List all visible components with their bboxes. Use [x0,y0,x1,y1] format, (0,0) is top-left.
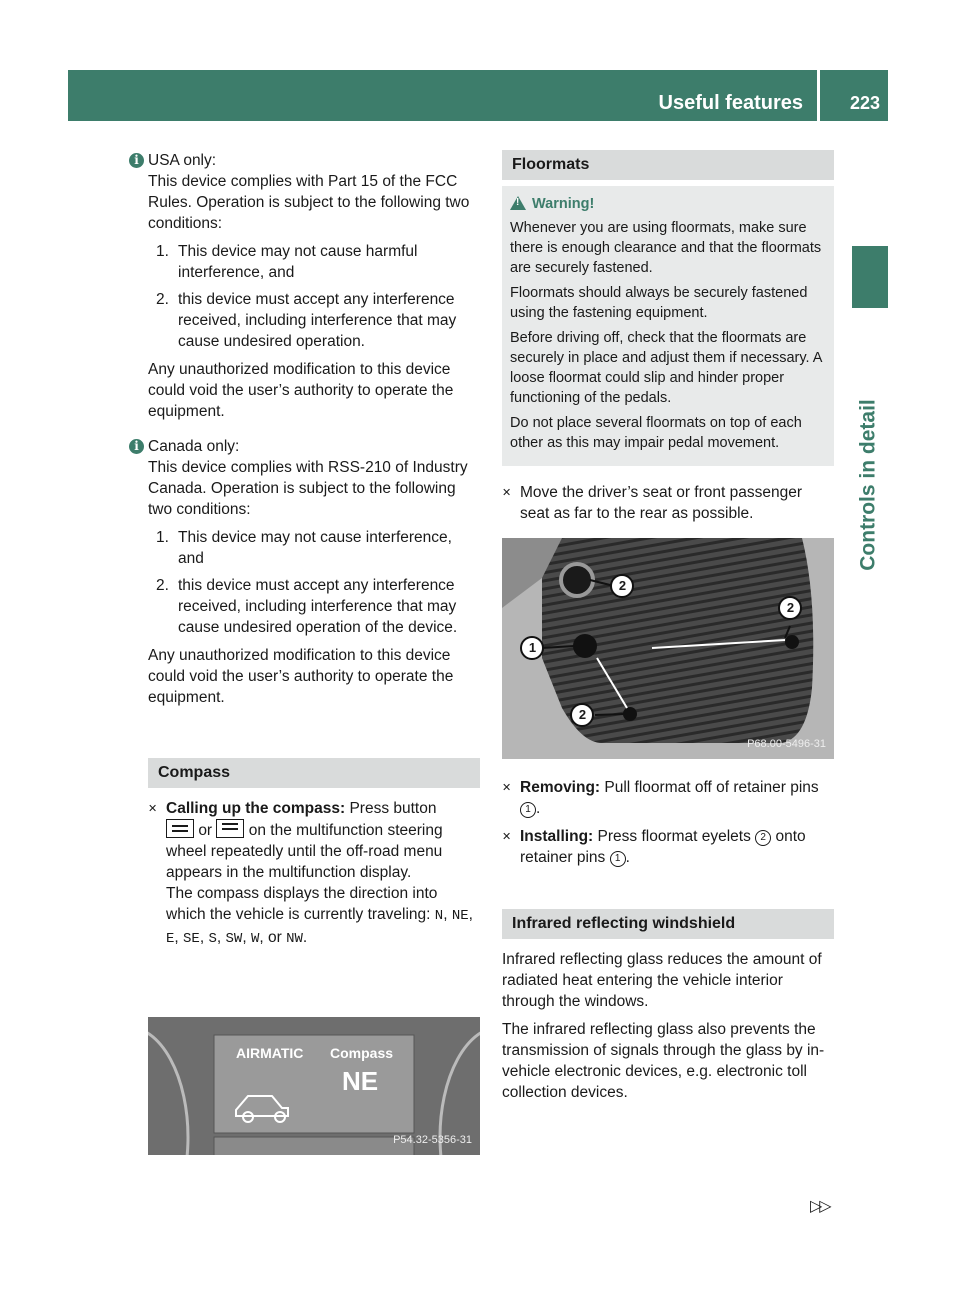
usa-note-intro: This device complies with Part 15 of the FCC Rules. Operation is subject to the following two conditions: [148,173,470,232]
canada-note [132,436,480,708]
callout-label: 1 [528,640,537,655]
infrared-heading: Infrared reflecting windshield [502,909,834,939]
info-icon: i [129,439,144,454]
compass-step: ✕ Calling up the compass: Press button or on the multifunction steering wheel repeatedly until the off-road menu appears in the multifunction display. The compass displays the direction into which the vehicle is currently traveling: N, NE, E, SE, S, SW, W, or NW. [148,800,473,947]
figure-code: P68.00-5496-31 [747,738,826,750]
canada-conditions-list [148,527,480,638]
display-forward-button-icon [216,819,244,838]
left-column [134,150,480,957]
installing-step: ✕ Installing: Press floormat eyelets 2 onto retainer pins 1 . [502,828,806,866]
floormats-heading: Floormats [502,150,834,180]
canada-note-closing: Any unauthorized modification to this device could void the user’s authority to operate the equipment. [148,647,454,706]
list-item: 1. This device may not cause interference, and [156,529,452,567]
compass-heading: Compass [148,758,480,788]
usa-note-closing: Any unauthorized modification to this device could void the user’s authority to operate the equipment. [148,361,454,420]
canada-note-heading: Canada only: [148,438,240,455]
step-arrow-icon: ✕ [502,487,512,499]
removing-step: ✕ Removing: Pull floormat off of retainer pins 1 . [502,779,819,817]
move-seat-step: ✕ Move the driver’s seat or front passenger seat as far to the rear as possible. [502,484,803,522]
step-arrow-icon: ✕ [502,782,512,794]
display-compass-label: Compass [330,1045,394,1061]
page-header [68,70,888,121]
callout-label: 2 [618,578,627,593]
continue-arrows-icon: ▷▷ [810,1198,829,1215]
step-arrow-icon: ✕ [502,831,512,843]
page-number: 223 [849,93,880,113]
usa-conditions-list [148,241,480,352]
side-section-label: Controls in detail [856,399,880,571]
canada-note-intro: This device complies with RSS-210 of Industry Canada. Operation is subject to the following two conditions: [148,459,468,518]
floormat-photo [502,538,834,759]
list-item: 1. This device may not cause harmful interference, and [156,243,418,281]
reference-number: 1 [520,802,536,818]
infrared-paragraph: Infrared reflecting glass reduces the amount of radiated heat entering the vehicle interior through the windows. [502,951,822,1010]
floormat-illustration [502,538,834,759]
info-icon: i [129,153,144,168]
figure-code: P54.32-5356-31 [393,1134,472,1146]
infrared-paragraph: The infrared reflecting glass also prevents the transmission of signals through the glass by in-vehicle electronic devices, e.g. electronic toll collection devices. [502,1021,825,1101]
callout-label: 2 [578,707,587,722]
display-heading-value: NE [342,1066,379,1096]
display-airmatic-label: AIRMATIC [236,1045,304,1061]
side-tab-marker [852,246,888,308]
reference-number: 1 [610,851,626,867]
compass-display-photo [148,1017,480,1155]
header-title: Useful features [659,70,821,121]
usa-note-heading: USA only: [148,152,217,169]
warning-paragraph: Do not place several floormats on top of each other as this may impair pedal movement. [510,415,802,451]
usa-note [132,150,480,422]
callout-label: 2 [786,600,795,615]
display-back-button-icon [166,819,194,838]
warning-paragraph: Floormats should always be securely fastened using the fastening equipment. [510,285,808,321]
list-item: 2. this device must accept any interference received, including interference that may cause undesired operation of the device. [156,577,458,636]
warning-icon [510,196,526,210]
reference-number: 2 [755,830,771,846]
list-item: 2. this device must accept any interference received, including interference that may cause undesired operation. [156,291,457,350]
step-arrow-icon: ✕ [148,803,158,815]
warning-paragraph: Before driving off, check that the floormats are securely in place and adjust them if necessary. A loose floormat could slip and hinder proper functioning of the pedals. [510,330,822,406]
warning-paragraph: Whenever you are using floormats, make sure there is enough clearance and that the floormats are securely fastened. [510,220,822,276]
floormats-warning: !Warning! Whenever you are using floormats, make sure there is enough clearance and that the floormats are securely fastened. Floormats should always be securely fastened using the fastening equipment. Before driving off, check that the floormats are securely in place and adjust them if necessary. A loose floormat could slip and hinder proper functioning of the pedals. Do not place several floormats on top of each other as this may impair pedal movement. [502,186,834,466]
right-column [502,150,834,1110]
